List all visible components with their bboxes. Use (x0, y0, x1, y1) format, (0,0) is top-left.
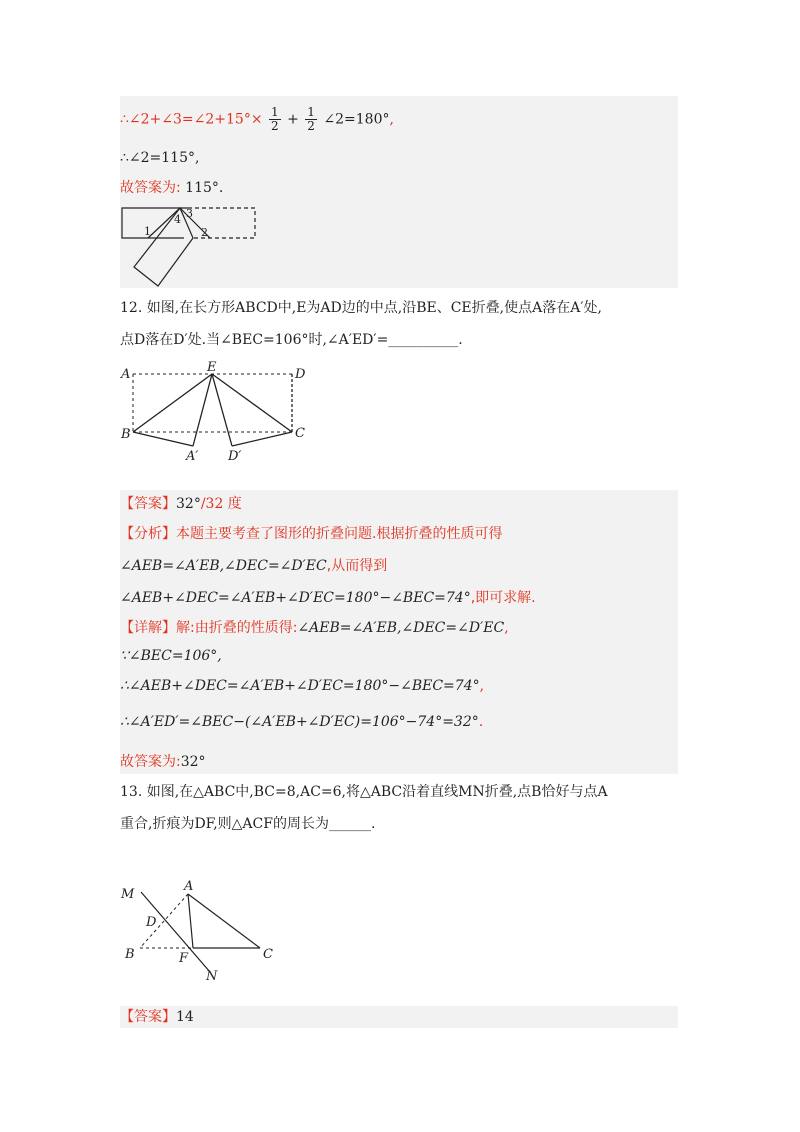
point-label-A: A (121, 367, 131, 382)
q12-answer-line (120, 494, 242, 514)
point-label-N: N (206, 969, 218, 984)
answer-tag: 【答案】 (120, 1009, 176, 1025)
point-label-A: A (184, 879, 194, 894)
step-3-text: ∴∠A′ED′=∠BEC−(∠A′EB+∠D′EC)=106°−74°=32° (120, 714, 479, 730)
point-label-C: C (263, 947, 273, 962)
comma: , (389, 111, 394, 128)
q12-step-2 (120, 676, 484, 696)
analysis-tag: 【分析】 (120, 526, 176, 542)
point-label-F: F (179, 951, 189, 966)
final-answer-label: 故答案为: (120, 754, 181, 770)
fraction-half-2: $\frac{1}{2}$ (307, 105, 315, 133)
q12-step-1 (120, 646, 222, 666)
detail-equation: ∠AEB=∠A′EB,∠DEC=∠D′EC (297, 620, 505, 636)
question-12-line-1: 12. 如图,在长方形ABCD中,E为AD边的中点,沿BE、CE折叠,使点A落在A′处, (120, 300, 602, 316)
step-2-tail: , (479, 678, 485, 694)
question-12-line-2: 点D落在D′处.当∠BEC=106°时,∠A′ED′=__________. (120, 332, 463, 348)
answer-value: 14 (176, 1009, 194, 1025)
detail-text: 解:由折叠的性质得: (176, 620, 298, 636)
point-label-D: D (146, 915, 157, 930)
analysis-equation-2: ∠AEB+∠DEC=∠A′EB+∠D′EC=180°−∠BEC=74° (120, 590, 471, 606)
q12-analysis-line (120, 524, 502, 544)
angle-label-1: 1 (144, 225, 151, 238)
answer-value: 32° (176, 496, 201, 512)
figure-rectangle-fold (118, 360, 318, 468)
answer-alt: /32 度 (200, 496, 242, 512)
step-1-text: ∵∠BEC=106°, (120, 648, 222, 664)
analysis-text: 本题主要考查了图形的折叠问题.根据折叠的性质可得 (176, 526, 503, 542)
q12-analysis-eq1 (120, 556, 387, 576)
answer-line-q11 (120, 178, 223, 198)
step-2-text: ∴∠AEB+∠DEC=∠A′EB+∠D′EC=180°−∠BEC=74° (120, 678, 480, 694)
question-13-line-2: 重合,折痕为DF,则△ACF的周长为______. (120, 816, 376, 832)
analysis-equation-1-tail: ,从而得到 (326, 558, 388, 574)
q12-detail-line (120, 618, 509, 638)
point-label-A-prime: A′ (186, 449, 199, 464)
point-label-C: C (295, 426, 305, 441)
plus-sign: + (287, 111, 299, 128)
solution-line-2: ∴∠2=115°, (120, 150, 200, 166)
q12-step-3 (120, 712, 483, 732)
fraction-half-1: $\frac{1}{2}$ (271, 105, 279, 133)
point-label-D-prime: D′ (228, 449, 242, 464)
angle-label-4: 4 (174, 213, 181, 226)
detail-equation-tail: , (504, 620, 509, 636)
analysis-equation-2-tail: ,即可求解. (470, 590, 536, 606)
analysis-equation-1: ∠AEB=∠A′EB,∠DEC=∠D′EC (120, 558, 327, 574)
answer-tag: 【答案】 (120, 496, 176, 512)
step-3-tail: . (478, 714, 484, 730)
point-label-D: D (295, 367, 306, 382)
q12-final-answer (120, 752, 206, 772)
point-label-E: E (207, 360, 217, 375)
q12-analysis-eq2 (120, 588, 536, 608)
final-answer-value: 32° (180, 754, 206, 770)
point-label-B: B (125, 947, 135, 962)
question-13-line-1: 13. 如图,在△ABC中,BC=8,AC=6,将△ABC沿着直线MN折叠,点B恰好与点A (120, 784, 608, 800)
answer-label: 故答案为: (120, 180, 181, 196)
detail-tag: 【详解】 (120, 620, 176, 636)
solution-line-1 (120, 106, 394, 133)
therefore-eq-end: ∠2=180° (323, 111, 390, 128)
point-label-B: B (121, 427, 131, 442)
q13-answer-line (120, 1007, 194, 1027)
figure-triangle-fold (118, 876, 288, 986)
figure-folded-strip (118, 202, 263, 288)
therefore-eq-start: ∴∠2+∠3=∠2+15°× (120, 111, 263, 128)
angle-label-3: 3 (186, 207, 193, 220)
solution-block-q13 (120, 1006, 678, 1028)
point-label-M: M (121, 887, 135, 902)
answer-value: 115°. (185, 180, 224, 196)
angle-label-2: 2 (201, 226, 208, 239)
